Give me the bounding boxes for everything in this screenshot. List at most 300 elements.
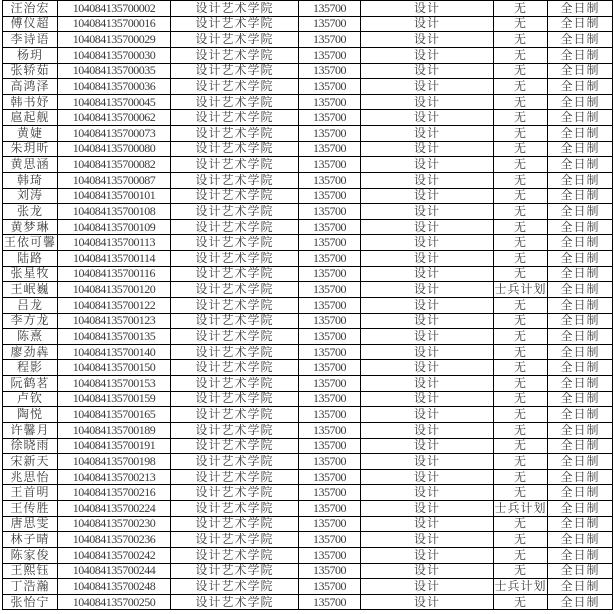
cell-student-name: 黄婕: [3, 126, 58, 142]
table-row: [3, 469, 613, 485]
cell-special-program: 无: [494, 219, 548, 235]
cell-college: 设计艺术学院: [171, 594, 299, 610]
cell-major-code: 135700: [299, 63, 361, 79]
cell-study-mode: 全日制: [548, 469, 613, 485]
cell-major-code: 135700: [299, 532, 361, 548]
cell-major: 设计: [361, 313, 494, 329]
table-row: [3, 297, 613, 313]
cell-major-code: 135700: [299, 563, 361, 579]
cell-study-mode: 全日制: [548, 79, 613, 95]
cell-special-program: 无: [494, 469, 548, 485]
cell-student-name: 兆思怡: [3, 469, 58, 485]
cell-major-code: 135700: [299, 282, 361, 298]
cell-major: 设计: [361, 360, 494, 376]
cell-college: 设计艺术学院: [171, 266, 299, 282]
cell-major: 设计: [361, 438, 494, 454]
table-row: [3, 110, 613, 126]
cell-college: 设计艺术学院: [171, 47, 299, 63]
cell-major: 设计: [361, 219, 494, 235]
cell-major: 设计: [361, 454, 494, 470]
cell-college: 设计艺术学院: [171, 438, 299, 454]
cell-study-mode: 全日制: [548, 47, 613, 63]
cell-study-mode: 全日制: [548, 141, 613, 157]
cell-study-mode: 全日制: [548, 235, 613, 251]
cell-student-name: 吕龙: [3, 297, 58, 313]
table-row: [3, 360, 613, 376]
cell-major: 设计: [361, 266, 494, 282]
table-row: [3, 188, 613, 204]
cell-special-program: 无: [494, 172, 548, 188]
cell-major-code: 135700: [299, 438, 361, 454]
cell-major: 设计: [361, 63, 494, 79]
cell-major: 设计: [361, 501, 494, 517]
cell-special-program: 无: [494, 204, 548, 220]
cell-student-name: 张怡宁: [3, 594, 58, 610]
cell-student-name: 王岷巍: [3, 282, 58, 298]
cell-candidate-id: 104084135700116: [58, 266, 171, 282]
cell-special-program: 士兵计划: [494, 578, 547, 593]
cell-candidate-id: 104084135700101: [58, 188, 171, 204]
table-row: [3, 485, 613, 501]
cell-study-mode: 全日制: [548, 266, 613, 282]
cell-college: 设计艺术学院: [171, 16, 299, 32]
cell-student-name: 丁浩瀚: [3, 579, 58, 595]
cell-student-name: 朱玥昕: [3, 141, 58, 157]
cell-college: 设计艺术学院: [171, 391, 299, 407]
cell-study-mode: 全日制: [548, 344, 613, 360]
cell-study-mode: 全日制: [548, 94, 613, 110]
table-row: [3, 266, 613, 282]
cell-student-name: 李诗语: [3, 32, 58, 48]
cell-college: 设计艺术学院: [171, 94, 299, 110]
cell-candidate-id: 104084135700109: [58, 219, 171, 235]
cell-college: 设计艺术学院: [171, 141, 299, 157]
cell-student-name: 黄梦琳: [3, 219, 58, 235]
cell-college: 设计艺术学院: [171, 157, 299, 173]
cell-candidate-id: 104084135700236: [58, 532, 171, 548]
cell-college: 设计艺术学院: [171, 376, 299, 392]
cell-candidate-id: 104084135700045: [58, 94, 171, 110]
cell-study-mode: 全日制: [548, 391, 613, 407]
cell-candidate-id: 104084135700213: [58, 469, 171, 485]
cell-major: 设计: [361, 469, 494, 485]
cell-study-mode: 全日制: [548, 32, 613, 48]
cell-candidate-id: 104084135700159: [58, 391, 171, 407]
cell-study-mode: 全日制: [548, 172, 613, 188]
cell-student-name: 扈起舰: [3, 110, 58, 126]
cell-college: 设计艺术学院: [171, 360, 299, 376]
cell-major: 设计: [361, 157, 494, 173]
cell-major-code: 135700: [299, 547, 361, 563]
cell-special-program: 无: [494, 376, 548, 392]
cell-study-mode: 全日制: [548, 532, 613, 548]
cell-major: 设计: [361, 579, 494, 595]
cell-special-program: 无: [494, 188, 548, 204]
cell-special-program: 无: [494, 313, 548, 329]
cell-study-mode: 全日制: [548, 376, 613, 392]
table-body: [3, 1, 613, 610]
cell-major-code: 135700: [299, 579, 361, 595]
cell-major: 设计: [361, 282, 494, 298]
cell-major: 设计: [361, 344, 494, 360]
cell-study-mode: 全日制: [548, 422, 613, 438]
table-row: [3, 594, 613, 610]
cell-study-mode: 全日制: [548, 547, 613, 563]
cell-study-mode: 全日制: [548, 188, 613, 204]
table-row: [3, 282, 613, 298]
cell-major: 设计: [361, 32, 494, 48]
cell-candidate-id: 104084135700062: [58, 110, 171, 126]
cell-student-name: 阮鹤茗: [3, 376, 58, 392]
cell-student-name: 唐思雯: [3, 516, 58, 532]
table-row: [3, 47, 613, 63]
cell-student-name: 李方龙: [3, 313, 58, 329]
cell-candidate-id: 104084135700123: [58, 313, 171, 329]
cell-special-program: 无: [494, 422, 548, 438]
cell-major-code: 135700: [299, 360, 361, 376]
cell-study-mode: 全日制: [548, 297, 613, 313]
table-row: [3, 563, 613, 579]
cell-special-program: 士兵计划: [494, 500, 547, 515]
cell-student-name: 陈家俊: [3, 547, 58, 563]
table-row: [3, 219, 613, 235]
cell-study-mode: 全日制: [548, 501, 613, 517]
cell-college: 设计艺术学院: [171, 110, 299, 126]
table-row: [3, 141, 613, 157]
cell-major-code: 135700: [299, 219, 361, 235]
cell-special-program: 无: [494, 47, 548, 63]
cell-major: 设计: [361, 47, 494, 63]
cell-student-name: 徐晓雨: [3, 438, 58, 454]
cell-candidate-id: 104084135700165: [58, 407, 171, 423]
cell-college: 设计艺术学院: [171, 469, 299, 485]
cell-special-program: 无: [494, 297, 548, 313]
cell-study-mode: 全日制: [548, 63, 613, 79]
cell-candidate-id: 104084135700122: [58, 297, 171, 313]
cell-student-name: 黄思涵: [3, 157, 58, 173]
cell-special-program: 无: [494, 32, 548, 48]
table-row: [3, 407, 613, 423]
cell-major-code: 135700: [299, 485, 361, 501]
cell-special-program: 无: [494, 235, 548, 251]
cell-special-program: 无: [494, 329, 548, 345]
cell-student-name: 高鸿泽: [3, 79, 58, 95]
table-row: [3, 516, 613, 532]
table-row: [3, 547, 613, 563]
cell-college: 设计艺术学院: [171, 188, 299, 204]
cell-college: 设计艺术学院: [171, 344, 299, 360]
cell-college: 设计艺术学院: [171, 235, 299, 251]
cell-special-program: 无: [494, 344, 548, 360]
cell-student-name: 王首明: [3, 485, 58, 501]
cell-major-code: 135700: [299, 266, 361, 282]
cell-candidate-id: 104084135700120: [58, 282, 171, 298]
cell-major-code: 135700: [299, 235, 361, 251]
cell-major-code: 135700: [299, 47, 361, 63]
cell-special-program: 无: [494, 266, 548, 282]
cell-college: 设计艺术学院: [171, 251, 299, 267]
cell-candidate-id: 104084135700224: [58, 501, 171, 517]
cell-special-program: 无: [494, 485, 548, 501]
cell-major-code: 135700: [299, 407, 361, 423]
table-row: [3, 532, 613, 548]
cell-major: 设计: [361, 16, 494, 32]
cell-major: 设计: [361, 235, 494, 251]
cell-student-name: 张轿茹: [3, 63, 58, 79]
cell-major: 设计: [361, 407, 494, 423]
cell-special-program: 士兵计划: [494, 282, 547, 297]
cell-student-name: 韩书妤: [3, 94, 58, 110]
cell-college: 设计艺术学院: [171, 297, 299, 313]
cell-student-name: 张星牧: [3, 266, 58, 282]
table-row: [3, 579, 613, 595]
cell-major: 设计: [361, 391, 494, 407]
cell-candidate-id: 104084135700082: [58, 157, 171, 173]
cell-special-program: 无: [494, 438, 548, 454]
cell-study-mode: 全日制: [548, 454, 613, 470]
cell-study-mode: 全日制: [548, 16, 613, 32]
table-row: [3, 313, 613, 329]
cell-college: 设计艺术学院: [171, 282, 299, 298]
cell-student-name: 张龙: [3, 204, 58, 220]
cell-major-code: 135700: [299, 172, 361, 188]
cell-special-program: 无: [494, 157, 548, 173]
cell-student-name: 陶悦: [3, 407, 58, 423]
cell-college: 设计艺术学院: [171, 547, 299, 563]
cell-major: 设计: [361, 1, 494, 17]
cell-study-mode: 全日制: [548, 204, 613, 220]
cell-major-code: 135700: [299, 204, 361, 220]
cell-student-name: 王依可馨: [3, 235, 56, 250]
cell-college: 设计艺术学院: [171, 204, 299, 220]
cell-candidate-id: 104084135700036: [58, 79, 171, 95]
table-row: [3, 235, 613, 251]
table-row: [3, 63, 613, 79]
cell-major: 设计: [361, 251, 494, 267]
cell-major-code: 135700: [299, 16, 361, 32]
cell-special-program: 无: [494, 251, 548, 267]
cell-major-code: 135700: [299, 32, 361, 48]
cell-special-program: 无: [494, 63, 548, 79]
cell-study-mode: 全日制: [548, 251, 613, 267]
cell-major: 设计: [361, 422, 494, 438]
cell-candidate-id: 104084135700135: [58, 329, 171, 345]
cell-candidate-id: 104084135700248: [58, 579, 171, 595]
cell-major-code: 135700: [299, 141, 361, 157]
cell-special-program: 无: [494, 126, 548, 142]
table-row: [3, 438, 613, 454]
cell-special-program: 无: [494, 563, 548, 579]
cell-study-mode: 全日制: [548, 329, 613, 345]
cell-student-name: 刘涛: [3, 188, 58, 204]
cell-major-code: 135700: [299, 188, 361, 204]
cell-student-name: 林子晴: [3, 532, 58, 548]
cell-major: 设计: [361, 329, 494, 345]
cell-student-name: 王传胜: [3, 501, 58, 517]
cell-student-name: 程影: [3, 360, 58, 376]
cell-student-name: 许馨月: [3, 422, 58, 438]
cell-study-mode: 全日制: [548, 438, 613, 454]
table-row: [3, 32, 613, 48]
cell-student-name: 杨玥: [3, 47, 58, 63]
cell-student-name: 陈熹: [3, 329, 58, 345]
cell-study-mode: 全日制: [548, 563, 613, 579]
cell-college: 设计艺术学院: [171, 579, 299, 595]
table-row: [3, 172, 613, 188]
cell-major-code: 135700: [299, 110, 361, 126]
cell-student-name: 宋新天: [3, 454, 58, 470]
cell-student-name: 韩琦: [3, 172, 58, 188]
cell-candidate-id: 104084135700073: [58, 126, 171, 142]
cell-college: 设计艺术学院: [171, 313, 299, 329]
cell-special-program: 无: [494, 454, 548, 470]
cell-college: 设计艺术学院: [171, 63, 299, 79]
cell-college: 设计艺术学院: [171, 407, 299, 423]
cell-major-code: 135700: [299, 501, 361, 517]
cell-candidate-id: 104084135700198: [58, 454, 171, 470]
table-row: [3, 422, 613, 438]
table-row: [3, 391, 613, 407]
cell-college: 设计艺术学院: [171, 563, 299, 579]
cell-candidate-id: 104084135700216: [58, 485, 171, 501]
cell-major: 设计: [361, 485, 494, 501]
cell-student-name: 卢钦: [3, 391, 58, 407]
cell-college: 设计艺术学院: [171, 329, 299, 345]
cell-study-mode: 全日制: [548, 157, 613, 173]
table-row: [3, 454, 613, 470]
cell-college: 设计艺术学院: [171, 126, 299, 142]
cell-college: 设计艺术学院: [171, 501, 299, 517]
cell-special-program: 无: [494, 532, 548, 548]
cell-college: 设计艺术学院: [171, 532, 299, 548]
cell-special-program: 无: [494, 516, 548, 532]
cell-study-mode: 全日制: [548, 485, 613, 501]
cell-major-code: 135700: [299, 516, 361, 532]
cell-major: 设计: [361, 126, 494, 142]
cell-special-program: 无: [494, 141, 548, 157]
cell-candidate-id: 104084135700080: [58, 141, 171, 157]
cell-study-mode: 全日制: [548, 579, 613, 595]
table-row: [3, 344, 613, 360]
cell-special-program: 无: [494, 79, 548, 95]
cell-major-code: 135700: [299, 126, 361, 142]
table-row: [3, 126, 613, 142]
cell-study-mode: 全日制: [548, 219, 613, 235]
cell-major-code: 135700: [299, 297, 361, 313]
cell-special-program: 无: [494, 360, 548, 376]
cell-major-code: 135700: [299, 391, 361, 407]
cell-candidate-id: 104084135700016: [58, 16, 171, 32]
cell-special-program: 无: [494, 16, 548, 32]
cell-candidate-id: 104084135700230: [58, 516, 171, 532]
cell-candidate-id: 104084135700150: [58, 360, 171, 376]
cell-special-program: 无: [494, 594, 548, 610]
cell-candidate-id: 104084135700029: [58, 32, 171, 48]
cell-major: 设计: [361, 94, 494, 110]
cell-special-program: 无: [494, 1, 548, 17]
table-row: [3, 79, 613, 95]
cell-major: 设计: [361, 204, 494, 220]
cell-candidate-id: 104084135700140: [58, 344, 171, 360]
cell-student-name: 廖劲犇: [3, 344, 58, 360]
cell-college: 设计艺术学院: [171, 219, 299, 235]
cell-special-program: 无: [494, 94, 548, 110]
cell-college: 设计艺术学院: [171, 516, 299, 532]
cell-major-code: 135700: [299, 79, 361, 95]
cell-special-program: 无: [494, 547, 548, 563]
cell-major: 设计: [361, 563, 494, 579]
cell-major-code: 135700: [299, 251, 361, 267]
cell-college: 设计艺术学院: [171, 79, 299, 95]
cell-candidate-id: 104084135700108: [58, 204, 171, 220]
table-row: [3, 157, 613, 173]
cell-major: 设计: [361, 594, 494, 610]
cell-college: 设计艺术学院: [171, 32, 299, 48]
cell-special-program: 无: [494, 407, 548, 423]
cell-candidate-id: 104084135700030: [58, 47, 171, 63]
cell-student-name: 傅仪超: [3, 16, 58, 32]
cell-study-mode: 全日制: [548, 407, 613, 423]
cell-major: 设计: [361, 172, 494, 188]
cell-study-mode: 全日制: [548, 594, 613, 610]
cell-study-mode: 全日制: [548, 313, 613, 329]
table-row: [3, 204, 613, 220]
cell-candidate-id: 104084135700244: [58, 563, 171, 579]
cell-student-name: 王熙钰: [3, 563, 58, 579]
cell-candidate-id: 104084135700250: [58, 594, 171, 610]
cell-major: 设计: [361, 532, 494, 548]
cell-major-code: 135700: [299, 454, 361, 470]
cell-candidate-id: 104084135700114: [58, 251, 171, 267]
cell-candidate-id: 104084135700002: [58, 1, 171, 17]
cell-major: 设计: [361, 547, 494, 563]
cell-college: 设计艺术学院: [171, 422, 299, 438]
cell-major: 设计: [361, 141, 494, 157]
cell-major-code: 135700: [299, 469, 361, 485]
table-row: [3, 501, 613, 517]
cell-major: 设计: [361, 188, 494, 204]
cell-college: 设计艺术学院: [171, 454, 299, 470]
cell-study-mode: 全日制: [548, 282, 613, 298]
cell-major: 设计: [361, 376, 494, 392]
table-row: [3, 329, 613, 345]
cell-major: 设计: [361, 297, 494, 313]
table-row: [3, 1, 613, 17]
cell-major-code: 135700: [299, 313, 361, 329]
cell-study-mode: 全日制: [548, 516, 613, 532]
cell-candidate-id: 104084135700087: [58, 172, 171, 188]
cell-study-mode: 全日制: [548, 1, 613, 17]
table-row: [3, 94, 613, 110]
cell-major: 设计: [361, 79, 494, 95]
table-row: [3, 251, 613, 267]
cell-student-name: 陆路: [3, 251, 58, 267]
cell-candidate-id: 104084135700242: [58, 547, 171, 563]
cell-study-mode: 全日制: [548, 360, 613, 376]
cell-student-name: 汪治宏: [3, 1, 58, 17]
cell-candidate-id: 104084135700153: [58, 376, 171, 392]
cell-major: 设计: [361, 516, 494, 532]
cell-major-code: 135700: [299, 422, 361, 438]
cell-candidate-id: 104084135700113: [58, 235, 171, 251]
cell-college: 设计艺术学院: [171, 1, 299, 17]
cell-major: 设计: [361, 110, 494, 126]
cell-college: 设计艺术学院: [171, 172, 299, 188]
cell-major-code: 135700: [299, 594, 361, 610]
cell-special-program: 无: [494, 391, 548, 407]
admission-list-table: [2, 0, 613, 610]
cell-candidate-id: 104084135700191: [58, 438, 171, 454]
